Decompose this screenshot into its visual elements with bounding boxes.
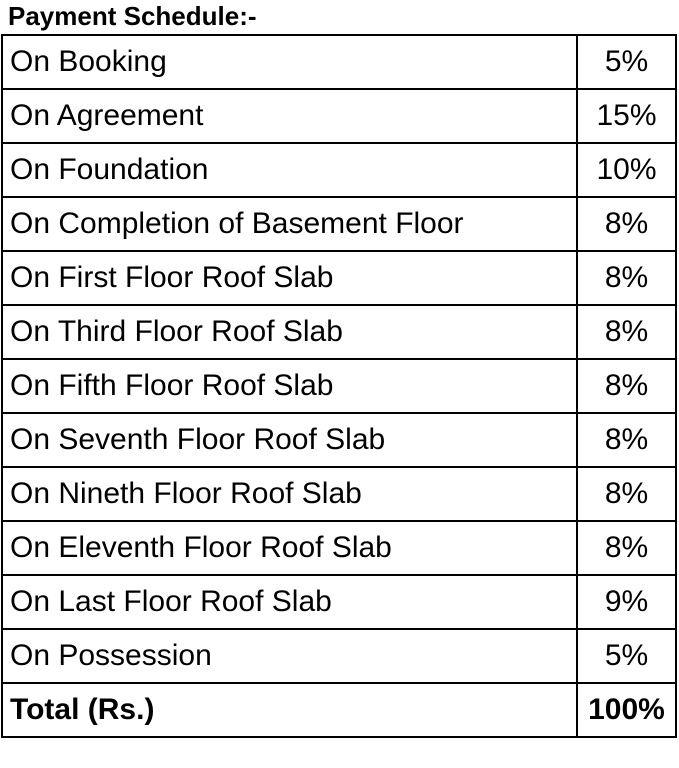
- table-row: [2, 251, 676, 305]
- payment-schedule-table: [1, 34, 677, 738]
- total-row: [2, 683, 676, 737]
- percent-cell: 5%: [577, 35, 676, 89]
- total-label: Total (Rs.): [2, 683, 577, 737]
- percent-cell: 9%: [577, 575, 676, 629]
- stage-cell: On Seventh Floor Roof Slab: [2, 413, 577, 467]
- stage-cell: On Nineth Floor Roof Slab: [2, 467, 577, 521]
- stage-cell: On Possession: [2, 629, 577, 683]
- table-row: [2, 197, 676, 251]
- table-row: [2, 575, 676, 629]
- percent-cell: 5%: [577, 629, 676, 683]
- percent-cell: 8%: [577, 467, 676, 521]
- percent-cell: 8%: [577, 305, 676, 359]
- page-title: Payment Schedule:-: [8, 1, 257, 31]
- table-row: [2, 521, 676, 575]
- table-row: [2, 413, 676, 467]
- table-row: [2, 629, 676, 683]
- percent-cell: 10%: [577, 143, 676, 197]
- table-row: [2, 35, 676, 89]
- stage-cell: On Booking: [2, 35, 577, 89]
- stage-cell: On Eleventh Floor Roof Slab: [2, 521, 577, 575]
- stage-cell: On Agreement: [2, 89, 577, 143]
- percent-cell: 8%: [577, 413, 676, 467]
- table-row: [2, 143, 676, 197]
- table-row: [2, 305, 676, 359]
- total-percent: 100%: [577, 683, 676, 737]
- percent-cell: 15%: [577, 89, 676, 143]
- table-row: [2, 359, 676, 413]
- percent-cell: 8%: [577, 521, 676, 575]
- percent-cell: 8%: [577, 197, 676, 251]
- stage-cell: On Last Floor Roof Slab: [2, 575, 577, 629]
- percent-cell: 8%: [577, 251, 676, 305]
- stage-cell: On First Floor Roof Slab: [2, 251, 577, 305]
- percent-cell: 8%: [577, 359, 676, 413]
- table-row: [2, 467, 676, 521]
- stage-cell: On Fifth Floor Roof Slab: [2, 359, 577, 413]
- stage-cell: On Foundation: [2, 143, 577, 197]
- table-row: [2, 89, 676, 143]
- stage-cell: On Completion of Basement Floor: [2, 197, 577, 251]
- stage-cell: On Third Floor Roof Slab: [2, 305, 577, 359]
